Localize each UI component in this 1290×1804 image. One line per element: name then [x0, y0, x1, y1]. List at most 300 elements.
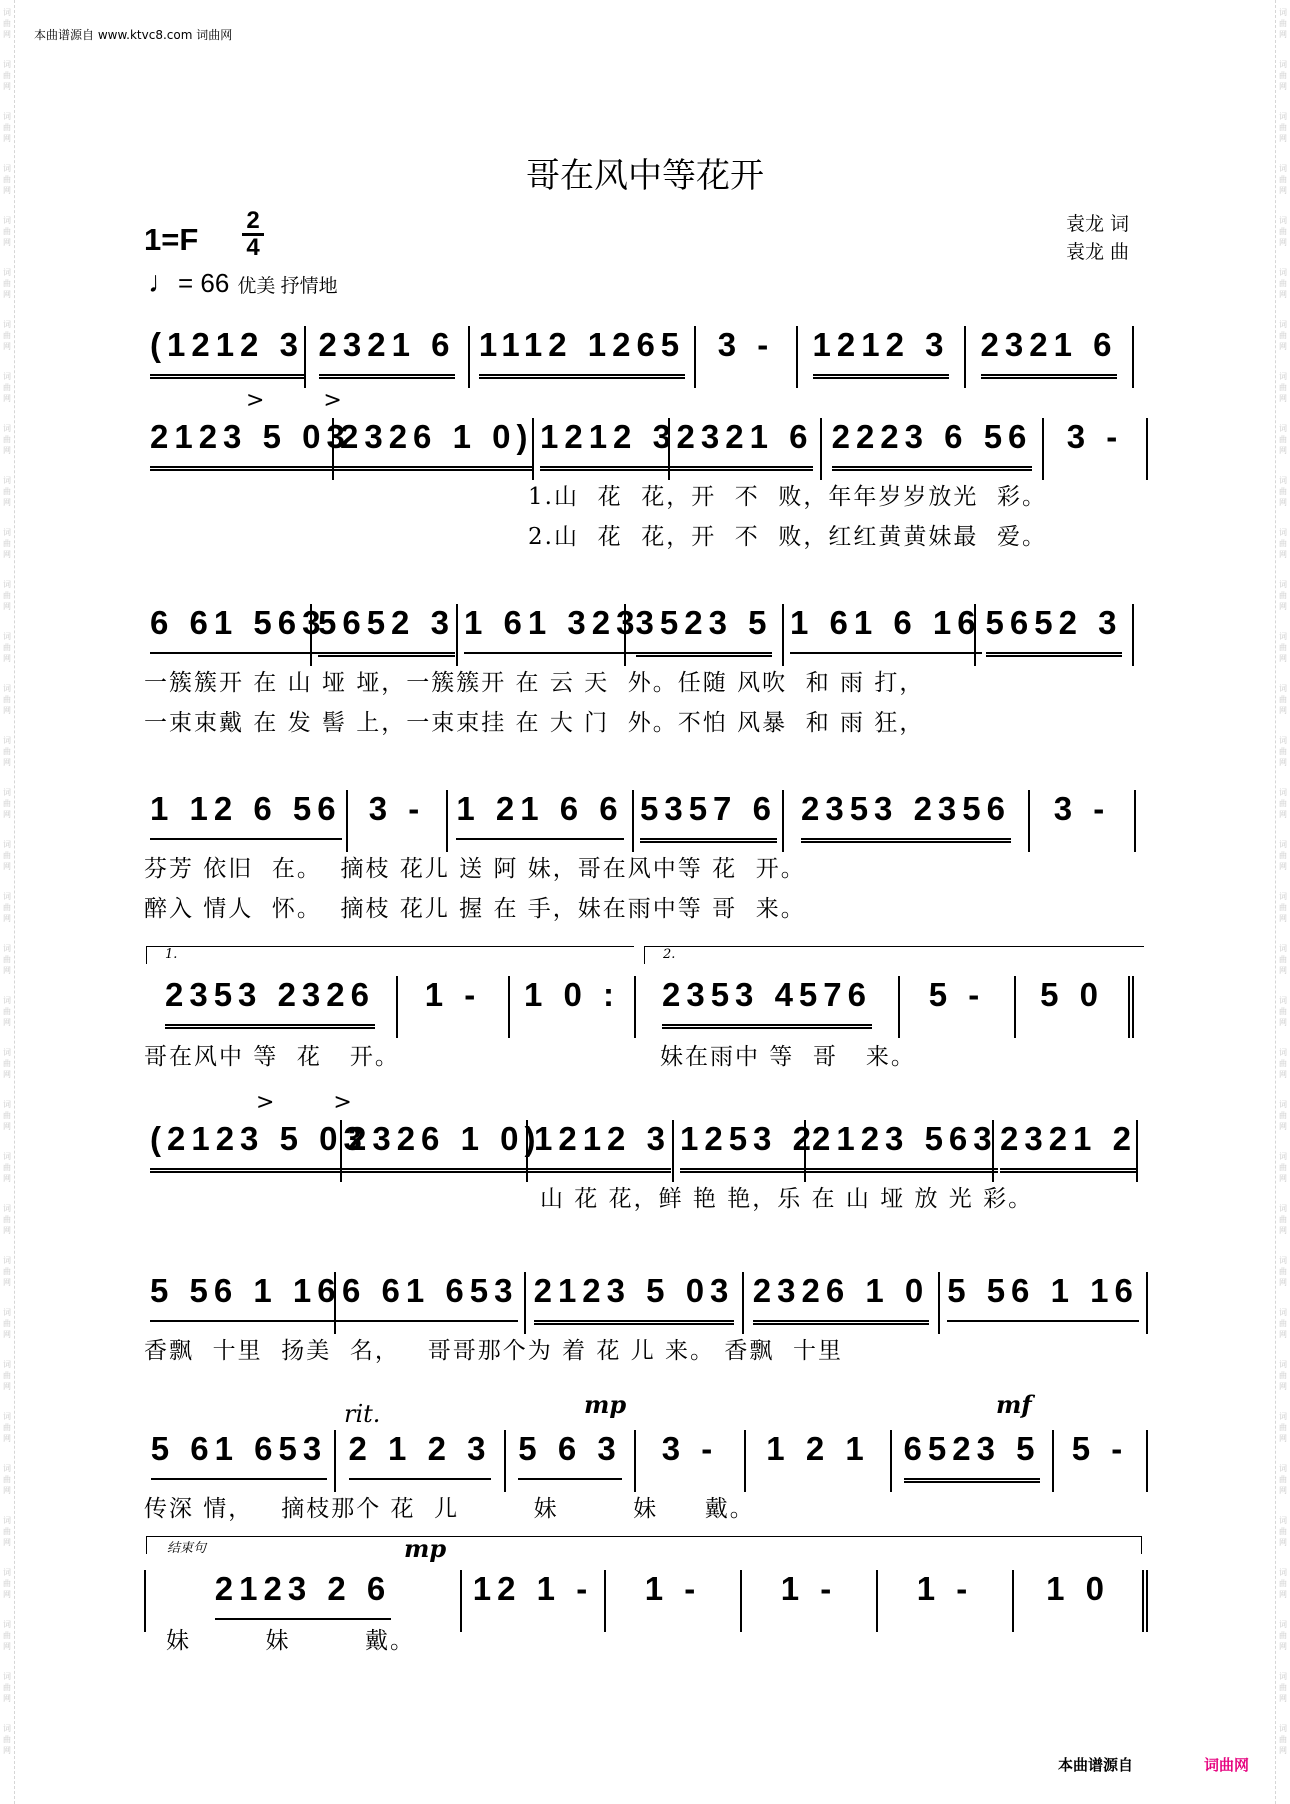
measure	[740, 1570, 876, 1632]
watermark-char: 词	[1279, 268, 1287, 277]
watermark-char: 曲	[1279, 1111, 1287, 1120]
watermark-char: 网	[1279, 550, 1287, 559]
watermark-char: 网	[1279, 1330, 1287, 1339]
lyricist-credit: 袁龙 词	[1066, 213, 1130, 235]
watermark-char: 曲	[3, 1735, 11, 1744]
measure	[938, 1272, 1148, 1334]
watermark-char: 网	[3, 758, 11, 767]
watermark-char: 词	[1279, 1048, 1287, 1057]
watermark-char: 网	[3, 1538, 11, 1547]
watermark-char: 词	[3, 632, 11, 641]
watermark-char: 词	[3, 1516, 11, 1525]
measure-notes: 2321 6	[677, 418, 814, 471]
watermark-char: 词	[3, 788, 11, 797]
measure-notes: 1 2 1	[766, 1430, 870, 1467]
measure-notes: 2123 2 6	[215, 1570, 391, 1620]
watermark-char: 词	[3, 1256, 11, 1265]
watermark-char: 曲	[1279, 1215, 1287, 1224]
measure	[446, 790, 632, 852]
tempo-mood: 优美 抒情地	[237, 276, 338, 297]
lyrics-line-6: 山 花 花，鲜 艳 艳，乐 在 山 垭 放 光 彩。	[540, 1186, 1034, 1212]
watermark-char: 词	[3, 1464, 11, 1473]
measure-notes: 3523 5	[636, 604, 773, 657]
watermark-char: 网	[1279, 1070, 1287, 1079]
watermark-char: 曲	[3, 279, 11, 288]
watermark-char: 曲	[1279, 1371, 1287, 1380]
measure-notes: 5 61 653	[151, 1430, 327, 1480]
score-system-7	[144, 1272, 1148, 1334]
watermark-char: 曲	[1279, 19, 1287, 28]
measure-notes: 3 -	[1066, 418, 1124, 455]
watermark-char: 网	[3, 1590, 11, 1599]
watermark-char: 曲	[3, 695, 11, 704]
watermark-char: 词	[1279, 840, 1287, 849]
measure-notes: 1 21 6 6	[456, 790, 623, 840]
watermark-char: 曲	[1279, 383, 1287, 392]
measure-notes: 2123 5 03	[534, 1272, 735, 1325]
measure-notes: 2321 6	[319, 326, 456, 379]
measure	[974, 604, 1134, 666]
watermark-char: 网	[1279, 1538, 1287, 1547]
watermark-char: 网	[3, 30, 11, 39]
lyrics-line-2-verse-2: 2.山 花 花，开 不 败，红红黄黄妹最 爱。	[528, 524, 1048, 550]
watermark-char: 网	[1279, 1226, 1287, 1235]
lyrics-line-9: 妹 妹 戴。	[166, 1628, 415, 1654]
watermark-char: 网	[3, 1642, 11, 1651]
watermark-char: 词	[1279, 1464, 1287, 1473]
watermark-char: 网	[1279, 1590, 1287, 1599]
measure-notes: 2321 2	[1000, 1120, 1137, 1173]
measure	[396, 976, 508, 1038]
watermark-char: 网	[1279, 342, 1287, 351]
watermark-char: 词	[3, 424, 11, 433]
watermark-char: 词	[1279, 112, 1287, 121]
watermark-char: 词	[3, 372, 11, 381]
measure	[744, 1430, 890, 1492]
measure	[1052, 1430, 1148, 1492]
watermark-char: 网	[1279, 1746, 1287, 1755]
watermark-char: 网	[1279, 966, 1287, 975]
watermark-char: 曲	[1279, 227, 1287, 236]
measure	[144, 418, 351, 480]
watermark-char: 词	[1279, 1724, 1287, 1733]
measure	[672, 1120, 817, 1182]
watermark-char: 词	[1279, 1412, 1287, 1421]
measure	[468, 326, 694, 388]
watermark-char: 词	[3, 268, 11, 277]
lyrics-line-3-verse-1: 一簇簇开 在 山 垭 垭，一簇簇开 在 云 天 外。任随 风吹 和 雨 打，	[144, 670, 925, 696]
watermark-char: 词	[1279, 528, 1287, 537]
watermark-char: 网	[1279, 82, 1287, 91]
watermark-char: 词	[1279, 1256, 1287, 1265]
watermark-char: 曲	[3, 643, 11, 652]
measure	[144, 976, 396, 1038]
watermark-char: 曲	[1279, 747, 1287, 756]
watermark-char: 网	[1279, 810, 1287, 819]
accent-marks: > >	[256, 1090, 378, 1115]
watermark-char: 曲	[1279, 71, 1287, 80]
watermark-char: 曲	[1279, 539, 1287, 548]
watermark-char: 网	[1279, 1174, 1287, 1183]
lyrics-line-4-verse-1: 芬芳 依旧 在。 摘枝 花儿 送 阿 妹，哥在风中等 花 开。	[144, 856, 806, 882]
measure-notes: 6 61 563	[150, 604, 326, 654]
measure	[1014, 976, 1134, 1038]
watermark-char: 曲	[3, 1163, 11, 1172]
watermark-char: 曲	[1279, 851, 1287, 860]
watermark-char: 曲	[3, 1475, 11, 1484]
watermark-char: 词	[3, 1360, 11, 1369]
watermark-char: 曲	[3, 1579, 11, 1588]
watermark-char: 网	[3, 1486, 11, 1495]
watermark-char: 词	[1279, 996, 1287, 1005]
watermark-char: 词	[1279, 372, 1287, 381]
measure-notes: 2326 1 0)	[348, 1120, 541, 1173]
watermark-char: 曲	[3, 747, 11, 756]
watermark-char: 网	[3, 342, 11, 351]
measure-notes: 6 61 653	[342, 1272, 518, 1322]
dynamic-mf: mf	[996, 1390, 1032, 1419]
key-signature: 1=F	[144, 222, 199, 257]
measure-notes: (2123 5 03	[150, 1120, 368, 1173]
measure	[504, 1430, 634, 1492]
watermark-char: 曲	[1279, 1319, 1287, 1328]
watermark-char: 曲	[3, 227, 11, 236]
watermark-char: 网	[1279, 134, 1287, 143]
watermark-char: 曲	[3, 799, 11, 808]
watermark-char: 词	[3, 840, 11, 849]
watermark-char: 网	[3, 862, 11, 871]
watermark-char: 网	[3, 1746, 11, 1755]
watermark-char: 词	[3, 736, 11, 745]
watermark-char: 网	[1279, 1694, 1287, 1703]
watermark-char: 网	[3, 654, 11, 663]
watermark-char: 网	[3, 1330, 11, 1339]
watermark-char: 曲	[1279, 1683, 1287, 1692]
watermark-char: 词	[1279, 736, 1287, 745]
watermark-char: 曲	[1279, 695, 1287, 704]
watermark-char: 词	[3, 1308, 11, 1317]
measure-notes: 1212 3	[540, 418, 677, 471]
watermark-char: 词	[3, 684, 11, 693]
right-watermark-strip	[1275, 0, 1290, 1804]
measure	[144, 604, 327, 666]
measure-notes: 1212 3	[813, 326, 950, 379]
measure	[796, 326, 964, 388]
watermark-char: 词	[3, 1152, 11, 1161]
measure-notes: 2353 4576	[662, 976, 872, 1029]
watermark-char: 网	[1279, 602, 1287, 611]
watermark-char: 网	[3, 1278, 11, 1287]
score-system-1	[144, 326, 1148, 388]
measure-notes: 3 -	[661, 1430, 719, 1467]
watermark-char: 网	[3, 966, 11, 975]
watermark-char: 曲	[1279, 1007, 1287, 1016]
watermark-char: 词	[1279, 476, 1287, 485]
measure-notes: 3 -	[368, 790, 426, 827]
measure-notes: 2353 2326	[165, 976, 375, 1029]
watermark-char: 网	[3, 1174, 11, 1183]
measure-notes: 5 -	[1071, 1430, 1129, 1467]
watermark-char: 曲	[1279, 279, 1287, 288]
measure	[742, 1272, 938, 1334]
watermark-char: 词	[1279, 1360, 1287, 1369]
measure-notes: 1253 2	[680, 1120, 817, 1173]
watermark-char: 词	[1279, 684, 1287, 693]
tempo-marking	[148, 266, 338, 300]
measure	[820, 418, 1042, 480]
measure-notes: 1 0	[1046, 1570, 1110, 1607]
watermark-char: 词	[3, 1724, 11, 1733]
measure	[144, 1430, 334, 1492]
accent-marks: > >	[246, 388, 368, 413]
watermark-char: 词	[1279, 8, 1287, 17]
watermark-char: 曲	[3, 591, 11, 600]
measure-notes: 5 6 3	[518, 1430, 621, 1480]
score-system-2	[144, 418, 1148, 480]
measure-notes: 1 -	[644, 1570, 702, 1607]
watermark-char: 词	[3, 164, 11, 173]
time-sig-denominator: 4	[246, 234, 260, 261]
lyrics-line-8: 传深 情， 摘枝那个 花 儿 妹 妹 戴。	[144, 1496, 755, 1522]
measure	[992, 1120, 1138, 1182]
measure	[632, 790, 782, 852]
watermark-char: 网	[3, 238, 11, 247]
watermark-char: 网	[1279, 914, 1287, 923]
measure-notes: 2326 1 0)	[340, 418, 533, 471]
lyrics-line-3-verse-2: 一束束戴 在 发 髻 上，一束束挂 在 大 门 外。不怕 风暴 和 雨 狂，	[144, 710, 925, 736]
measure-notes: 5357 6	[640, 790, 777, 843]
measure-notes: 1 12 6 56	[150, 790, 342, 840]
watermark-char: 曲	[1279, 123, 1287, 132]
measure	[782, 604, 982, 666]
watermark-char: 曲	[3, 383, 11, 392]
watermark-char: 词	[1279, 320, 1287, 329]
coda-bracket: 结束句	[146, 1536, 1142, 1554]
watermark-char: 网	[1279, 394, 1287, 403]
watermark-char: 词	[3, 1048, 11, 1057]
watermark-char: 曲	[1279, 331, 1287, 340]
watermark-char: 网	[3, 186, 11, 195]
watermark-char: 网	[1279, 1434, 1287, 1443]
measure-notes: 5 56 1 16	[150, 1272, 342, 1322]
watermark-char: 曲	[3, 123, 11, 132]
measure	[1042, 418, 1148, 480]
time-signature	[242, 207, 264, 261]
watermark-char: 词	[1279, 1204, 1287, 1213]
watermark-char: 词	[1279, 424, 1287, 433]
watermark-char: 曲	[1279, 1163, 1287, 1172]
measure	[532, 418, 677, 480]
watermark-char: 曲	[1279, 1579, 1287, 1588]
watermark-char: 曲	[3, 1423, 11, 1432]
measure	[964, 326, 1134, 388]
watermark-char: 曲	[1279, 903, 1287, 912]
watermark-char: 词	[1279, 164, 1287, 173]
measure-notes: 1 61 6 16	[790, 604, 982, 654]
watermark-char: 网	[1279, 1278, 1287, 1287]
watermark-char: 曲	[1279, 1059, 1287, 1068]
watermark-char: 词	[1279, 1152, 1287, 1161]
measure-notes: 5 0	[1040, 976, 1104, 1013]
watermark-char: 词	[1279, 1672, 1287, 1681]
watermark-char: 词	[3, 1620, 11, 1629]
measure-notes: 1 -	[780, 1570, 838, 1607]
watermark-char: 曲	[3, 539, 11, 548]
watermark-char: 网	[3, 1018, 11, 1027]
score-system-5	[144, 976, 1148, 1038]
watermark-char: 词	[1279, 216, 1287, 225]
watermark-char: 词	[3, 580, 11, 589]
watermark-char: 词	[3, 320, 11, 329]
watermark-char: 词	[3, 1568, 11, 1577]
measure-notes: 5 -	[928, 976, 986, 1013]
watermark-char: 网	[3, 1070, 11, 1079]
watermark-char: 曲	[1279, 487, 1287, 496]
watermark-char: 曲	[1279, 1267, 1287, 1276]
watermark-char: 网	[1279, 862, 1287, 871]
measure	[782, 790, 1028, 852]
watermark-char: 网	[3, 446, 11, 455]
measure-notes: 2353 2356	[801, 790, 1011, 843]
left-watermark-strip	[0, 0, 15, 1804]
measure	[890, 1430, 1052, 1492]
song-title: 哥在风中等花开	[526, 156, 764, 196]
watermark-char: 网	[3, 1382, 11, 1391]
watermark-char: 词	[3, 1672, 11, 1681]
measure	[144, 1120, 368, 1182]
measure	[804, 1120, 998, 1182]
watermark-char: 网	[1279, 446, 1287, 455]
watermark-char: 词	[3, 944, 11, 953]
watermark-char: 网	[3, 82, 11, 91]
watermark-char: 网	[1279, 706, 1287, 715]
measure	[1012, 1570, 1148, 1632]
watermark-char: 曲	[3, 435, 11, 444]
watermark-char: 词	[3, 892, 11, 901]
watermark-char: 曲	[3, 1319, 11, 1328]
watermark-char: 曲	[1279, 591, 1287, 600]
watermark-char: 词	[3, 1100, 11, 1109]
measure-notes: 5 56 1 16	[947, 1272, 1139, 1322]
watermark-char: 曲	[3, 71, 11, 80]
volta-first-ending: 1.	[146, 946, 634, 964]
watermark-char: 词	[1279, 1308, 1287, 1317]
measure-notes: 5652 3	[986, 604, 1123, 657]
watermark-char: 词	[3, 476, 11, 485]
footer-source: 本曲谱源自	[1058, 1756, 1134, 1774]
watermark-char: 词	[1279, 944, 1287, 953]
watermark-char: 曲	[1279, 1631, 1287, 1640]
watermark-char: 网	[3, 394, 11, 403]
watermark-char: 网	[3, 550, 11, 559]
measure-notes: 1 -	[424, 976, 482, 1013]
measure	[624, 604, 782, 666]
watermark-char: 曲	[1279, 435, 1287, 444]
volta-second-ending: 2.	[644, 946, 1144, 964]
lyrics-line-2-verse-1: 1.山 花 花，开 不 败，年年岁岁放光 彩。	[528, 484, 1048, 510]
measure	[456, 604, 641, 666]
header-source-line: 本曲谱源自 www.ktvc8.com 词曲网	[34, 28, 233, 42]
watermark-char: 曲	[3, 903, 11, 912]
credits	[1066, 210, 1129, 266]
watermark-char: 词	[3, 528, 11, 537]
watermark-char: 词	[1279, 1568, 1287, 1577]
measure-notes: 3 -	[717, 326, 775, 363]
watermark-char: 网	[1279, 654, 1287, 663]
watermark-char: 网	[1279, 1642, 1287, 1651]
watermark-char: 网	[3, 602, 11, 611]
measure-notes: 2 1 2 3	[349, 1430, 492, 1480]
watermark-char: 曲	[1279, 955, 1287, 964]
watermark-char: 网	[3, 706, 11, 715]
watermark-char: 网	[3, 810, 11, 819]
watermark-char: 网	[3, 1226, 11, 1235]
measure	[634, 1430, 744, 1492]
watermark-char: 曲	[3, 1371, 11, 1380]
measure	[668, 418, 820, 480]
dynamic-mp: mp	[584, 1390, 627, 1419]
watermark-char: 曲	[1279, 643, 1287, 652]
lyrics-line-5-first-ending: 哥在风中 等 花 开。	[144, 1044, 400, 1070]
footer-site-logo: 词曲网	[1204, 1756, 1250, 1774]
score-system-3	[144, 604, 1148, 666]
quarter-note-icon: ♩	[148, 266, 178, 299]
watermark-char: 网	[3, 1122, 11, 1131]
watermark-char: 网	[3, 1694, 11, 1703]
watermark-char: 词	[3, 996, 11, 1005]
measure-notes: 2123 5 03	[150, 418, 351, 471]
watermark-char: 曲	[3, 1059, 11, 1068]
measure	[304, 326, 468, 388]
watermark-char: 曲	[1279, 1735, 1287, 1744]
score-system-8	[144, 1430, 1148, 1492]
watermark-char: 词	[1279, 1620, 1287, 1629]
time-sig-numerator: 2	[246, 207, 260, 234]
watermark-char: 网	[1279, 1018, 1287, 1027]
watermark-char: 网	[3, 1434, 11, 1443]
watermark-char: 词	[1279, 580, 1287, 589]
watermark-char: 网	[3, 914, 11, 923]
watermark-char: 词	[1279, 1516, 1287, 1525]
watermark-char: 曲	[3, 487, 11, 496]
measure	[526, 1120, 672, 1182]
watermark-char: 网	[1279, 758, 1287, 767]
watermark-char: 网	[1279, 498, 1287, 507]
watermark-char: 网	[3, 134, 11, 143]
tempo-bpm: = 66	[178, 268, 230, 298]
watermark-char: 词	[1279, 1100, 1287, 1109]
watermark-char: 曲	[3, 1527, 11, 1536]
measure	[634, 976, 898, 1038]
measure	[144, 1272, 342, 1334]
measure-notes: 3 -	[1053, 790, 1111, 827]
watermark-char: 曲	[3, 1683, 11, 1692]
watermark-char: 曲	[3, 1267, 11, 1276]
measure-notes: 2326 1 0	[753, 1272, 929, 1325]
measure	[604, 1570, 740, 1632]
watermark-char: 网	[1279, 1382, 1287, 1391]
score-system-4	[144, 790, 1148, 852]
measure	[346, 790, 446, 852]
measure	[694, 326, 796, 388]
watermark-char: 词	[3, 1204, 11, 1213]
score-system-6	[144, 1120, 1148, 1182]
measure	[332, 418, 532, 480]
watermark-char: 曲	[3, 1215, 11, 1224]
measure-notes: 1112 1265	[479, 326, 685, 379]
measure-notes: 1212 3	[534, 1120, 671, 1173]
measure-notes: 5652 3	[318, 604, 455, 657]
